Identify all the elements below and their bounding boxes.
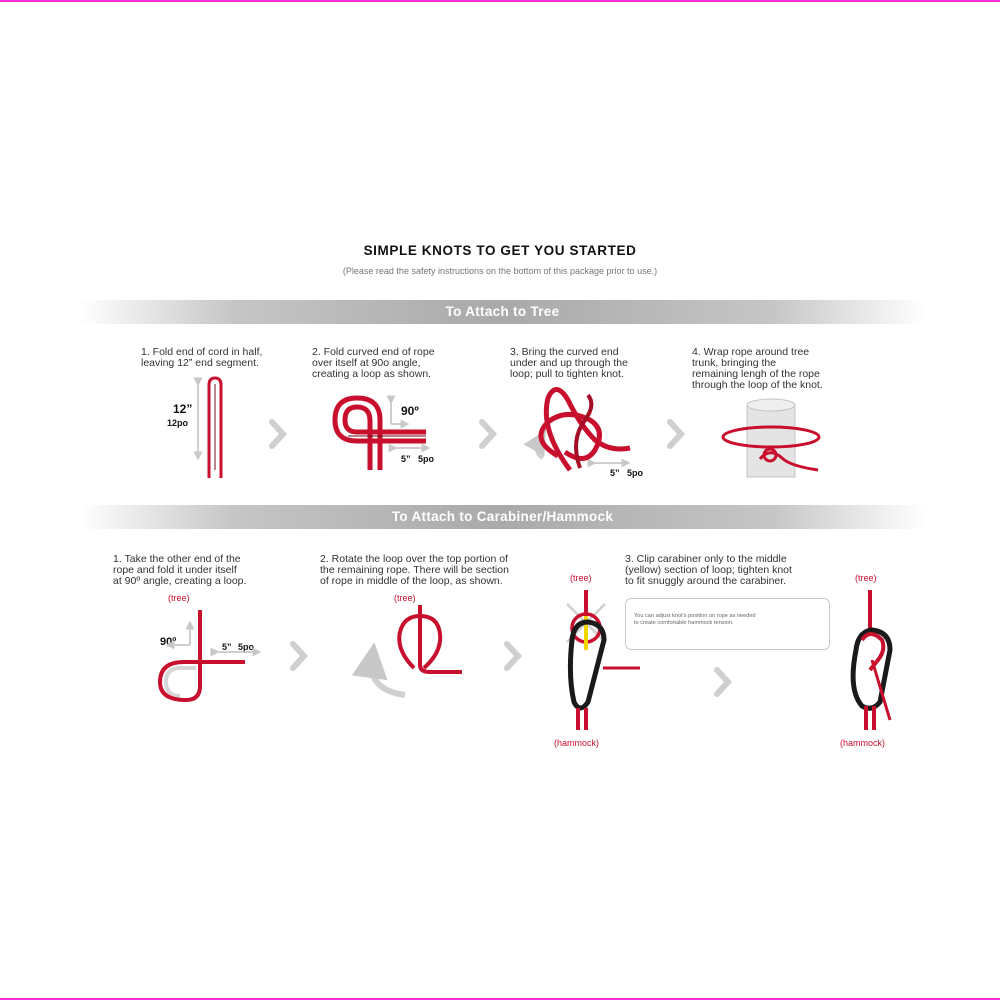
tree-trunk-icon xyxy=(723,399,819,477)
tree-angle-label: 90º xyxy=(401,404,419,418)
note-text: You can adjust knot’s position on rope as needed to create comfortable hammock tension. xyxy=(634,613,756,626)
knot-seg-inches-label: 5” xyxy=(610,468,620,478)
knot-seg-alt-label: 5po xyxy=(627,468,644,478)
carabiner-step-3-text: 3. Clip carabiner only to the middle (yellow) section of loop; tighten knot to fit snuggly around the carabiner. xyxy=(625,553,792,587)
tree-tag-step-3a: (tree) xyxy=(570,573,592,583)
rotate-loop-icon xyxy=(372,605,462,695)
folded-cord-icon xyxy=(198,378,221,478)
page-title: SIMPLE KNOTS TO GET YOU STARTED xyxy=(363,243,637,258)
section-heading-tree: To Attach to Tree xyxy=(445,304,560,319)
carabiner-tightened-icon xyxy=(853,590,890,730)
tree-tag-step-1: (tree) xyxy=(168,593,190,603)
tree-seg-inches-label: 5” xyxy=(401,454,411,464)
chevron-right-icon xyxy=(293,644,304,668)
carabiner-angle-label: 90º xyxy=(160,636,177,648)
chevron-right-icon xyxy=(670,422,681,446)
chevron-right-icon xyxy=(482,422,493,446)
tree-step-1-text: 1. Fold end of cord in half, leaving 12” end segment. xyxy=(141,346,263,369)
hammock-tag-step-3b: (hammock) xyxy=(840,738,886,748)
chevron-right-icon xyxy=(717,670,728,694)
carabiner-step-2-text: 2. Rotate the loop over the top portion of the remaining rope. There will be section of rope in middle of the loop, as shown. xyxy=(320,553,509,587)
section-heading-carabiner: To Attach to Carabiner/Hammock xyxy=(391,509,614,524)
page-subtitle: (Please read the safety instructions on the bottom of this package prior to use.) xyxy=(342,266,658,276)
carabiner-seg-inches-label: 5” xyxy=(222,642,232,652)
hammock-tag-step-3a: (hammock) xyxy=(554,738,600,748)
length-alt-label: 12po xyxy=(167,418,189,428)
length-inches-label: 12” xyxy=(173,402,193,416)
carabiner-icon xyxy=(567,590,640,730)
tree-tag-step-2: (tree) xyxy=(394,593,416,603)
chevron-right-icon xyxy=(507,644,518,668)
tree-tag-step-3b: (tree) xyxy=(855,573,877,583)
tree-step-4-text: 4. Wrap rope around tree trunk, bringing the remaining lengh of the rope through the loop of the knot. xyxy=(692,346,823,391)
carabiner-step-1-text: 1. Take the other end of the rope and fold it under itself at 90º angle, creating a loop. xyxy=(113,553,247,587)
tree-step-3-text: 3. Bring the curved end under and up through the loop; pull to tighten knot. xyxy=(510,346,628,380)
rope-loop-icon xyxy=(335,398,426,470)
knot-icon xyxy=(537,389,630,470)
carabiner-seg-alt-label: 5po xyxy=(238,642,255,652)
tree-step-2-text: 2. Fold curved end of rope over itself at 90o angle, creating a loop as shown. xyxy=(312,346,435,380)
fold-under-icon xyxy=(160,610,257,700)
chevron-right-icon xyxy=(272,422,283,446)
tree-seg-alt-label: 5po xyxy=(418,454,435,464)
